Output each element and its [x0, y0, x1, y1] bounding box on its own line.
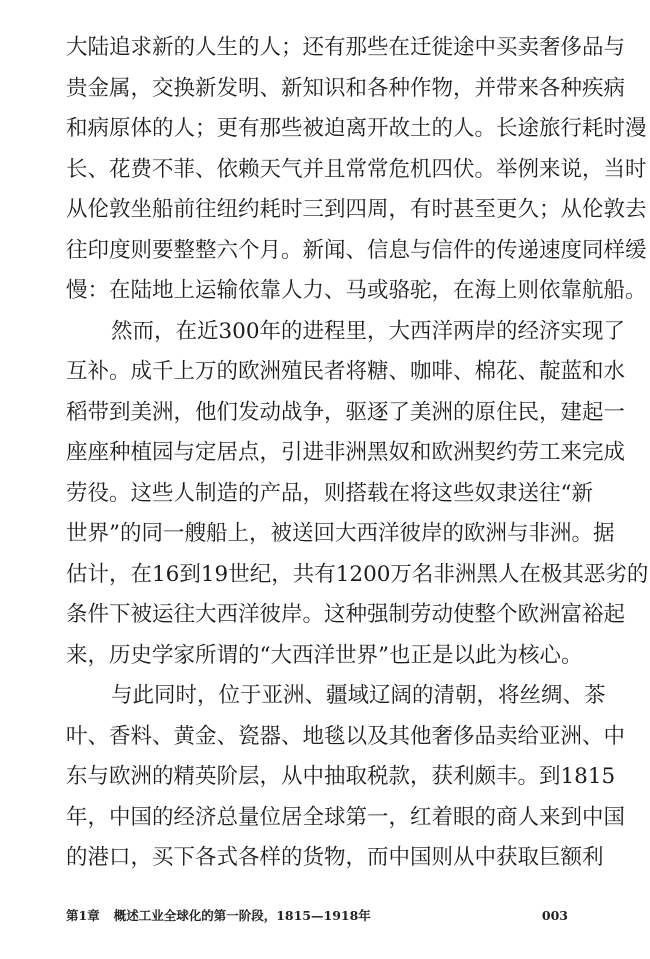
- text-line: 稻带到美洲，他们发动战争，驱逐了美洲的原住民，建起一: [66, 399, 626, 425]
- paragraph-2: [66, 312, 649, 677]
- text-line: 然而，在近300年的进程里，大西洋两岸的经济实现了: [111, 318, 626, 344]
- text-line: 叶、香料、黄金、瓷器、地毯以及其他奢侈品卖给亚洲、中: [66, 723, 626, 749]
- paragraph-1: [66, 28, 647, 312]
- text-line: 条件下被运往大西洋彼岸。这种强制劳动使整个欧洲富裕起: [66, 602, 626, 627]
- page-body: [66, 28, 649, 879]
- paragraph-3: [66, 676, 626, 879]
- text-line: 贵金属，交换新发明、新知识和各种作物，并带来各种疾病: [66, 75, 626, 101]
- text-line: 慢：在陆地上运输依靠人力、马或骆驼，在海上则依靠航船。: [66, 278, 647, 303]
- text-line: 来，历史学家所谓的“大西洋世界”也正是以此为核心。: [66, 642, 583, 668]
- text-line: 估计，在16到19世纪，共有1200万名非洲黑人在极其恶劣的: [66, 561, 649, 587]
- text-line: 和病原体的人；更有那些被迫离开故土的人。长途旅行耗时漫: [66, 116, 647, 141]
- chapter-label: 第1章: [66, 908, 100, 923]
- text-line: 东与欧洲的精英阶层，从中抽取税款，获利颇丰。到1815: [66, 764, 616, 789]
- text-line: 长、花费不菲、依赖天气并且常常危机四伏。举例来说，当时: [66, 156, 647, 182]
- chapter-title: 概述工业全球化的第一阶段，1815—1918年: [113, 908, 371, 923]
- text-line: 座座种植园与定居点，引进非洲黑奴和欧洲契约劳工来完成: [66, 440, 626, 465]
- text-line: 年，中国的经济总量位居全球第一，红着眼的商人来到中国: [66, 804, 626, 830]
- text-line: 大陆追求新的人生的人；还有那些在迁徙途中买卖奢侈品与: [66, 35, 626, 60]
- text-line: 往印度则要整整六个月。新闻、信息与信件的传递速度同样缓: [66, 237, 647, 263]
- page-number: 003: [541, 907, 568, 923]
- text-line: 从伦敦坐船前往纽约耗时三到四周，有时甚至更久；从伦敦去: [66, 197, 647, 222]
- page-footer: [66, 905, 568, 925]
- text-line: 世界”的同一艘船上，被送回大西洋彼岸的欧洲与非洲。据: [66, 521, 615, 546]
- text-line: 的港口，买下各式各样的货物，而中国则从中获取巨额利: [66, 845, 604, 870]
- text-line: 互补。成千上万的欧洲殖民者将糖、咖啡、棉花、靛蓝和水: [66, 359, 626, 384]
- text-line: 劳役。这些人制造的产品，则搭载在将这些奴隶送往“新: [66, 480, 593, 506]
- running-footer-chapter: [66, 906, 371, 924]
- text-line: 与此同时，位于亚洲、疆域辽阔的清朝，将丝绸、茶: [111, 683, 606, 708]
